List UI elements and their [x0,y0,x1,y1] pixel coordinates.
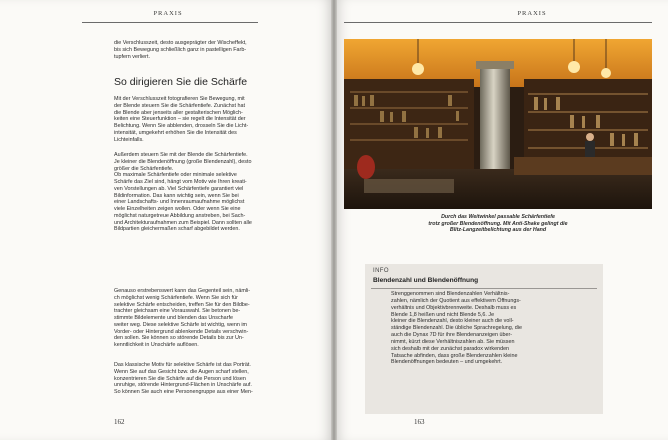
text-line: Mit der Verschlusszeit fotografieren Sie Bewegung, mit [114,96,245,102]
text-line: ch möglichst wenig Schärfentiefe. Wenn Sie sich für [114,294,238,301]
text-line: nimmt, kürzt diese Verhältniszahlen ab. Sie müssen [391,338,515,345]
text-line: Schärfe das Ziel sind, hängt vom Motiv wie Ihren kreati- [114,179,247,185]
text-line: stimmte Bildelemente und blenden das Unscharfe [114,315,233,321]
info-title: Blendenzahl und Blendenöffnung [373,277,479,284]
right-running-header: PRAXIS [517,10,547,17]
text-line: Strenggenommen sind Blendenzahlen Verhältnis- [391,291,510,297]
info-divider [371,288,597,289]
text-line: konzentrieren Sie die Schärfe auf die Person und lösen [114,375,246,382]
text-line: So können Sie auch eine Personengruppe aus einer Men- [114,389,253,395]
caption-line: Blitz-Langzeitbelichtung aus der Hand [449,227,547,233]
section-heading: So dirigieren Sie die Schärfe [114,76,248,88]
text-line: keiten eine Steuerfunktion – sie regelt die Intensität der [114,116,246,123]
text-line: Ob maximale Schärfentiefe oder minimale selektive [114,172,237,179]
text-line: Vorder- oder Hintergrund ablenkende Details verschwin- [114,328,249,335]
text-line: ständige Blendenzahl. Die übliche Sprachregelung, die [391,325,522,332]
text-line: Bildinformation. Das kann wichtig sein, wenn Sie bei [114,192,239,199]
caption-line: trotz großer Blendenöffnung. Mit Anti-Shake gelingt die [428,220,568,227]
text-line: zahlen, nämlich der Quotient aus effektivem Öffnungs- [391,297,521,304]
text-line: möglichst naturgetreue Abbildung anstreben, bei Sach- [114,212,246,219]
cafe-interior-photo [344,39,652,209]
info-label: INFO [373,268,389,274]
photo-illustration [344,39,652,209]
photo-caption [360,214,636,234]
text-line: Je kleiner die Blendenöffnung (große Blendenzahl), desto [114,158,252,165]
text-line: kleiner die Blendenzahl, desto kleiner auch die voll- [391,318,514,325]
text-line: tupfern verliert. [114,53,150,60]
info-box [365,264,603,414]
text-line: einer Landschafts- und Innenraumaufnahme möglichst [114,199,245,206]
text-line: Außerdem steuern Sie mit der Blende die Schärfentiefe. [114,152,248,158]
text-line: weiter weg. Diese selektive Schärfe ist wichtig, wenn im [114,321,248,328]
body-paragraph-3 [114,288,274,349]
text-line: größer die Schärfentiefe. [114,165,174,172]
left-page-number: 162 [114,418,125,426]
text-line: kenntlichkeit in Unschärfe auflösen. [114,342,199,348]
text-line: ven Vorstellungen ab. Viel Schärfentiefe garantiert viel [114,185,244,192]
text-line: Blende 1,8 heißen und nicht Blende 5,6. Je [391,311,495,318]
text-line: sich deshalb mit der zunächst paradox wirkenden [391,345,510,352]
text-line: Belichtung. Wenn Sie abblenden, drosseln Sie die Licht- [114,123,249,129]
text-line: Lichteinfalls. [114,136,144,143]
text-line: den sollen. Sie können so störende Details bis zur Un- [114,335,244,342]
text-line: der Blende steuern Sie die Schärfentiefe. Zunächst hat [114,102,245,109]
book-gutter [331,0,337,440]
info-text [391,291,597,366]
text-line: Bildpartien gleichermaßen scharf abgebildet werden. [114,226,240,233]
text-line: unruhige, störende Hintergrund-Flächen in Unschärfe auf. [114,382,252,389]
text-line: Tatsache abfinden, dass große Blendenzahlen kleine [391,352,518,359]
text-line: intensität, umgekehrt erhöhen Sie die Intensität des [114,129,237,136]
text-line: bis sich Bewegung schließlich ganz in pastelligen Farb- [114,46,247,53]
text-line: Das klassische Motiv für selektive Schärfe ist das Porträt. [114,362,251,368]
text-line: auch die Dynax 7D für ihre Blendenanzeigen über- [391,332,513,339]
text-line: viele Einzelheiten zeigen wollen. Oder wenn Sie eine [114,206,241,212]
body-paragraph-2 [114,152,274,233]
caption-line: Durch das Weitwinkel passable Schärfentiefe [441,214,555,220]
text-line: Blendenöffnungen bedeuten – und umgekehrt. [391,359,503,366]
text-line: Genauso erstrebenswert kann das Gegenteil sein, nämli- [114,288,251,294]
text-line: die Verschlusszeit, desto ausgeprägter der Wischeffekt, [114,40,247,46]
left-header-rule [82,22,258,23]
text-line: die Blende aber jenseits aller gestalterischen Möglich- [114,109,243,116]
text-line: selektive Schärfe entscheiden, treffen Sie für den Bildbe- [114,301,250,308]
right-page-number: 163 [414,418,425,426]
left-running-header: PRAXIS [153,10,183,17]
text-line: trachter gleichsam eine Vorauswahl. Sie betonen be- [114,308,241,315]
intro-paragraph [114,40,274,60]
body-paragraph-4 [114,362,274,396]
body-paragraph-1 [114,96,274,143]
text-line: und Architekturaufnahmen zum Beispiel. Dann sollten alle [114,219,252,226]
text-line: verhältnis und Objektivbrennweite. Deshalb muss es [391,304,517,311]
right-header-rule [344,22,652,23]
text-line: Wenn Sie auf das Gesicht bzw. die Augen scharf stellen, [114,368,249,375]
